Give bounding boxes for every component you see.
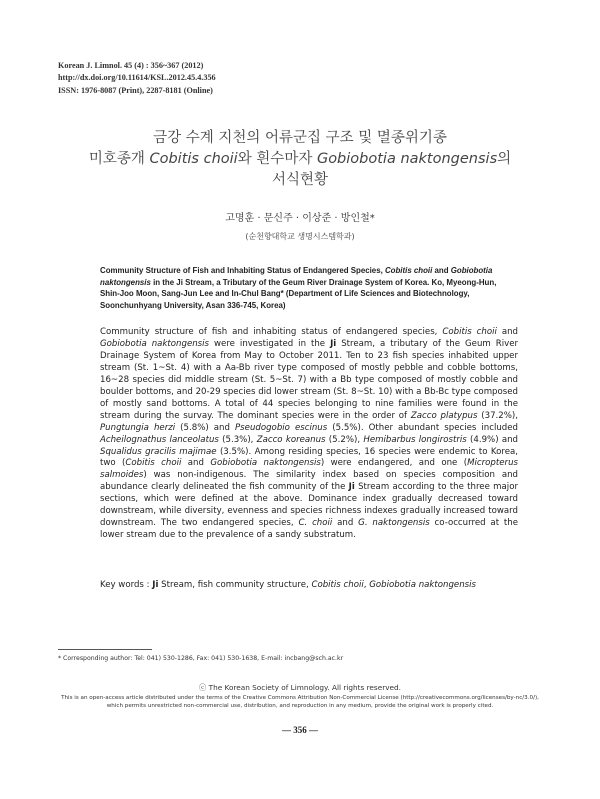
english-title-block <box>100 265 516 311</box>
stream-name: Ji <box>152 580 159 590</box>
abstract-text: (5.3%), <box>218 434 257 445</box>
journal-header <box>58 60 216 97</box>
page-number: — 356 — <box>282 725 318 735</box>
abstract-text: Community structure of fish and inhabiting status of endangered species, <box>100 327 443 337</box>
species-name: Pungtungia herzi <box>100 422 176 433</box>
issn: ISSN: 1976-8087 (Print), 2287-8181 (Online) <box>58 85 213 95</box>
license-notice <box>40 694 560 710</box>
abstract-text: and <box>181 458 211 469</box>
abstract-text: (5.5%). Other abundant species included <box>327 422 519 433</box>
species-name: Hemibarbus longirostris <box>363 434 467 445</box>
species-name: Cobitis choii <box>384 266 433 275</box>
korean-title-text: 와 흰수마자 <box>237 151 317 167</box>
species-name: Cobitis choii <box>311 580 364 590</box>
abstract-text: (5.2%), <box>325 434 364 445</box>
korean-title-line1: 금강 수계 지천의 어류군집 구조 및 멸종위기종 <box>153 130 447 146</box>
species-name: Gobiobotia naktongensis <box>100 338 210 349</box>
species-name: Gobiobotia naktongensis <box>369 580 476 590</box>
species-name: Zacco koreanus <box>256 434 326 445</box>
abstract-text: and <box>332 518 359 529</box>
korean-affiliation: (순천향대학교 생명시스템학과) <box>245 232 355 241</box>
abstract-text: ) were endangered, and one ( <box>320 458 468 469</box>
korean-title-text: 의 <box>497 151 512 167</box>
species-name: Pseudogobio escinus <box>235 422 328 433</box>
stream-name: Ji <box>330 338 337 349</box>
english-title-text: Community Structure of Fish and Inhabiting Status of Endangered Species, <box>100 266 385 275</box>
abstract-text: ) was non-indigenous. The similarity index based on species composition and abundance clearly delineated the fish community of the <box>100 470 518 493</box>
species-name: Cobitis choii <box>442 327 497 337</box>
korean-title-line2 <box>40 149 560 170</box>
abstract-text: (3.5%). Among residing species, 16 species were endemic to Korea, two ( <box>100 446 518 469</box>
species-name: Cobitis choii <box>125 458 182 469</box>
keywords-text: , <box>363 580 370 590</box>
abstract <box>100 327 518 542</box>
abstract-text: were investigated in the <box>209 338 331 349</box>
abstract-text: (37.2%), <box>477 410 518 421</box>
species-name: Acheilognathus lanceolatus <box>100 434 219 445</box>
abstract-text: (5.8%) and <box>175 422 235 433</box>
korean-title <box>40 128 560 191</box>
species-name: Squalidus gracilis majimae <box>100 446 217 457</box>
species-name: Cobitis choii <box>149 151 238 167</box>
korean-authors: 고명훈 · 문신주 · 이상준 · 방인철* <box>225 213 375 224</box>
license-line: This is an open-access article distributed under the terms of the Creative Commons Attribution Non-Commercial License (http://creativecommons.org/licenses/by-nc/3.0/), <box>61 695 539 701</box>
species-name: C. choii <box>298 518 333 529</box>
english-title-text: and <box>432 266 451 275</box>
abstract-text: Stream according to the three major sections, which were defined at the above. Dominance index gradually decreased toward downstream, while diversity, evenness and species richness indexes gradually increased toward downstream. The two endangered species, <box>100 482 518 529</box>
copyright-notice: ⓒ The Korean Society of Limnology. All rights reserved. <box>199 683 401 692</box>
journal-citation: Korean J. Limnol. 45 (4) : 356~367 (2012) <box>58 61 204 70</box>
abstract-text: co-occurred at the lower stream due to the prevalence of a sandy substratum. <box>100 518 519 541</box>
korean-title-line3: 서식현황 <box>271 172 329 188</box>
species-name: Gobiobotia naktongensis <box>100 266 493 287</box>
abstract-text: (4.9%) and <box>466 434 519 445</box>
keywords-label: Key words : <box>100 580 150 590</box>
species-name: G. naktongensis <box>358 518 430 529</box>
abstract-text: and <box>496 327 518 337</box>
corresponding-author-footnote: * Corresponding author: Tel: 041) 530-1286, Fax: 041) 530-1638, E-mail: incbang@sch.ac.kr <box>58 655 344 662</box>
abstract-text: Stream, a tributary of the Geum River Drainage System of Korea from May to October 2011. Ten to 23 fish species inhabited upper stream (St. 1~St. 4) with a Aa-Bb river type composed of mostly pebble and cobble bottoms, 16~28 species did middle stream (St. 5~St. 7) with a Bb type composed of mostly cobble and boulder bottoms, and 20-29 species did lower stream (St. 8~St. 10) with a Bb-Bc type composed of mostly sand bottoms. A total of 44 species belonging to nine families were found in the stream during the survay. The dominant species were in the order of <box>100 338 519 421</box>
keywords <box>100 580 518 592</box>
stream-name: Ji <box>348 482 355 493</box>
license-line: which permits unrestricted non-commercial use, distribution, and reproduction in any medium, provide the original work is properly cited. <box>106 703 494 709</box>
footnote-divider <box>58 649 152 650</box>
keywords-text: Stream, fish community structure, <box>158 580 312 590</box>
doi-link[interactable]: http://dx.doi.org/10.11614/KSL.2012.45.4.356 <box>58 73 216 83</box>
korean-title-text: 미호종개 <box>88 151 150 167</box>
english-title-text: in the Ji Stream, a Tributary of the Geum River Drainage System of Korea. Ko, Myeong-Hun, Shin-Joo Moon, Sang-Jun Lee and In-Chul Bang* (Department of Life Sciences and Biotechnology, Soonchunhyang University, Asan 336-745, Korea) <box>100 277 497 310</box>
species-name: Zacco platypus <box>410 410 478 421</box>
species-name: Micropterus salmoides <box>100 458 518 481</box>
species-name: Gobiobotia naktongensis <box>210 458 321 469</box>
species-name: Gobiobotia naktongensis <box>316 151 498 167</box>
